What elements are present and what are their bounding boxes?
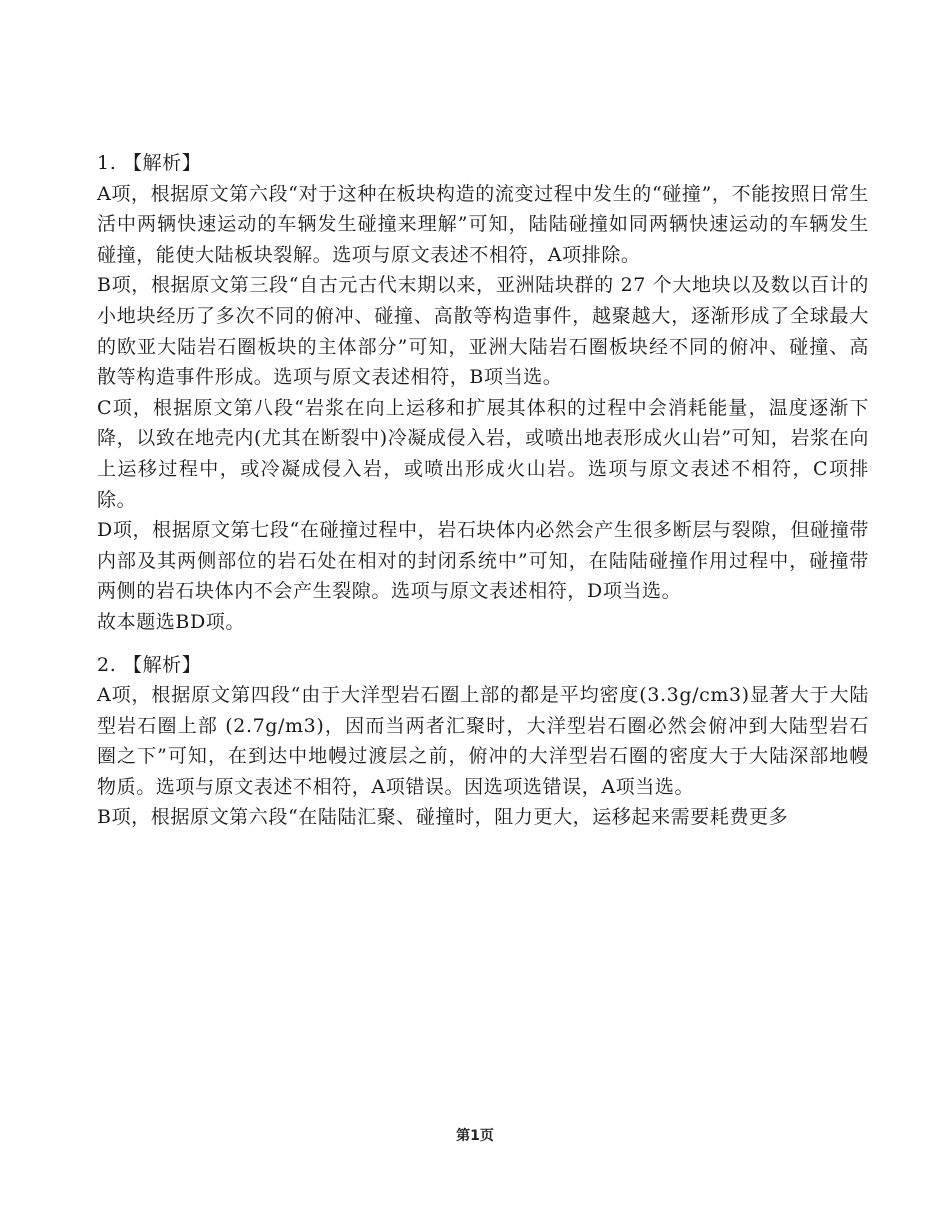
question-1-conclusion: 故本题选BD项。	[97, 610, 245, 633]
question-1-option-b: B项，根据原文第三段“自古元古代末期以来，亚洲陆块群的 27 个大地块以及数以百计的小地块经历了多次不同的俯冲、碰撞、高散等构造事件，越聚越大，逐渐形成了全球最大的欧亚大陆岩石圈板块的主体部分”可知，亚洲大陆岩石圈板块经不同的俯冲、碰撞、高散等构造事件形成。选项与原文表述相符，B项当选。	[97, 274, 869, 389]
page-number: 第1页	[456, 1128, 494, 1144]
question-1-heading: 1. 【解析】	[97, 152, 202, 174]
question-2-option-a: A项，根据原文第四段“由于大洋型岩石圈上部的都是平均密度(3.3g/cm3)显著大于大陆型岩石圈上部 (2.7g/m3)，因而当两者汇聚时，大洋型岩石圈必然会俯冲到大陆型岩石圈之下”可知，在到达中地幔过渡层之前，俯冲的大洋型岩石圈的密度大于大陆深部地幔物质。选项与原文表述不相符，A项错误。因选项选错误，A项当选。	[97, 684, 869, 798]
question-2-heading: 2. 【解析】	[97, 653, 202, 676]
question-1-option-d: D项，根据原文第七段“在碰撞过程中，岩石块体内必然会产生很多断层与裂隙，但碰撞带内部及其两侧部位的岩石处在相对的封闭系统中”可知，在陆陆碰撞作用过程中，碰撞带两侧的岩石块体内不会产生裂隙。选项与原文表述相符，D项当选。	[97, 519, 869, 603]
question-2-option-b: B项，根据原文第六段“在陆陆汇聚、碰撞时，阻力更大，运移起来需要耗费更多	[97, 806, 789, 829]
question-1-option-a: A项，根据原文第六段“对于这种在板块构造的流变过程中发生的“碰撞”，不能按照日常生活中两辆快速运动的车辆发生碰撞来理解”可知，陆陆碰撞如同两辆快速运动的车辆发生碰撞，能使大陆板块裂解。选项与原文表述不相符，A项排除。	[97, 182, 869, 266]
answer-content	[97, 148, 869, 833]
question-1-option-c: C项，根据原文第八段“岩浆在向上运移和扩展其体积的过程中会消耗能量，温度逐渐下降，以致在地壳内(尤其在断裂中)冷凝成侵入岩，或喷出地表形成火山岩”可知，岩浆在向上运移过程中，或冷凝成侵入岩，或喷出形成火山岩。选项与原文表述不相符，C项排除。	[97, 396, 869, 511]
